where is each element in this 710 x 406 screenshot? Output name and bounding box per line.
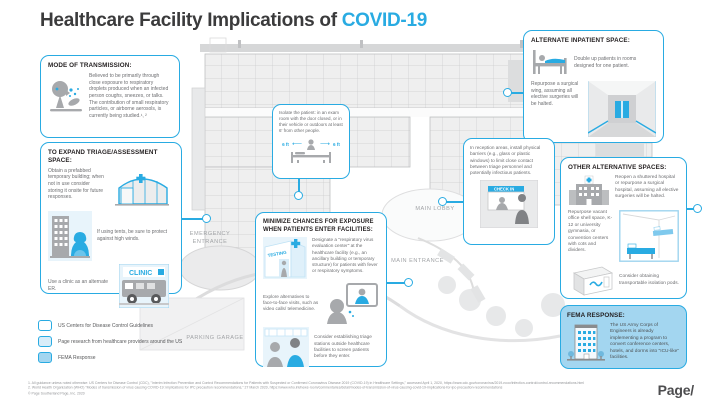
minimize-title: MINIMIZE CHANCES FOR EXPOSURE WHEN PATIENTS ENTER FACILITIES: xyxy=(263,219,374,233)
legend-label-page: Page research from healthcare providers around the US xyxy=(58,338,183,345)
page-logo: Page/ xyxy=(657,382,694,398)
callout-alternate-inpatient xyxy=(523,30,664,143)
label-main-lobby: MAIN LOBBY xyxy=(415,206,455,212)
isolate-body: Isolate the patient: in an exam room with the door closed, or in their vehicle or outdoors at least 6' from other people. xyxy=(279,110,343,134)
other-title: OTHER ALTERNATIVE SPACES: xyxy=(568,164,667,171)
triage-item3: Use a clinic as an alternate ER. xyxy=(48,279,109,292)
cots-room-icon xyxy=(619,210,679,262)
other-item1: Reopen a shuttered hospital or repurpose a surgical hospital, assuming all elective surgeries will be halted. xyxy=(615,174,679,200)
triage-title: TO EXPAND TRIAGE/ASSESSMENT SPACE: xyxy=(48,149,158,164)
connector-dot-isolate xyxy=(294,191,303,200)
triage-item1: Obtain a prefabbed temporary building; when not in use consider storing it onsite for future responses. xyxy=(48,167,104,201)
testing-center-icon xyxy=(263,237,307,279)
minimize-item3: Consider establishing triage stations outside healthcare facilities to screen patients before they enter. xyxy=(314,334,372,359)
cdc-swatch-icon xyxy=(38,320,52,331)
connector-dot-main-lobby xyxy=(438,197,447,206)
fema-body: The US Army Corps of Engineers is already implementing a program to convert conference centers, hotels, and dorms into "ICU-like" facilities. xyxy=(610,322,679,360)
legend-label-cdc: US Centers for Disease Control Guidelines xyxy=(58,322,154,329)
fema-title: FEMA RESPONSE: xyxy=(567,312,625,319)
surgical-corridor-icon xyxy=(588,81,656,137)
title-highlight: COVID-19 xyxy=(341,10,427,31)
legend-item-page xyxy=(38,336,182,347)
connector-dot-other xyxy=(693,204,702,213)
triage-station-icon xyxy=(263,327,309,367)
legend-item-fema xyxy=(38,352,182,363)
telemedicine-icon xyxy=(325,282,379,324)
legend-label-fema: FEMA Response xyxy=(58,354,96,361)
connector-dot-triage xyxy=(202,214,211,223)
inpatient-item1: Double up patients in rooms designed for one patient. xyxy=(574,56,637,69)
callout-expand-triage-space xyxy=(40,142,182,294)
triage-item2: If using tents, be sure to protect against high winds. xyxy=(97,229,168,242)
label-main-entrance: MAIN ENTRANCE xyxy=(391,258,444,264)
page-title xyxy=(40,10,427,32)
isolation-pod-icon xyxy=(568,265,614,297)
connector-dot-main-entrance xyxy=(404,278,413,287)
legend xyxy=(38,320,182,368)
inpatient-title: ALTERNATE INPATIENT SPACE: xyxy=(531,37,630,44)
exam-bench-icon xyxy=(289,152,333,163)
connector-dot-inpatient xyxy=(503,88,512,97)
hospital-building-icon xyxy=(568,175,610,207)
footnote-1: 1. All guidance unless noted otherwise: US Centers for Disease Control (CDC), "Interim Infection Prevention and Control Recommendations for Patients with Suspected or Confirmed Coronavirus Disease 2019 (COVID-19) in Healthcare Settings," accessed April 1, 2020, https://www.cdc.gov/coronavirus/2019-ncov/infection-control/control-recommendations.html xyxy=(28,381,585,386)
callout-fema-response xyxy=(560,305,687,369)
connector-line-entrance xyxy=(386,282,405,284)
checkin-label: CHECK IN xyxy=(494,187,515,193)
left-distance-label: 6 ft xyxy=(282,142,289,148)
clinic-label: CLINIC xyxy=(129,269,153,277)
callout-isolate-patient xyxy=(272,104,350,179)
label-parking-garage: PARKING GARAGE xyxy=(186,335,244,341)
label-emergency-entrance: EMERGENCY ENTRANCE xyxy=(189,231,231,246)
legend-item-cdc xyxy=(38,320,182,331)
transmission-title: MODE OF TRANSMISSION: xyxy=(48,62,132,69)
checkin-window-icon xyxy=(480,180,538,228)
callout-other-alternative-spaces xyxy=(560,157,687,299)
distance-arrow-right-icon: ⟶ xyxy=(320,141,331,149)
reception-body: In reception areas, install physical barriers (e.g., glass or plastic windows) to limit close contact between triage personnel and potentially infectious patients. xyxy=(470,145,541,176)
transmission-body: Believed to be primarily through close exposure to respiratory droplets produced when an infected person coughs, sneezes, or talks. The contribution of small respiratory particles, or airborne aerosols, is currently being studied.¹, ² xyxy=(89,72,169,119)
fema-building-icon xyxy=(567,323,605,363)
inpatient-item2: Repurpose a surgical wing, assuming all elective surgeries will be halted. xyxy=(531,80,579,107)
title-text: Healthcare Facility Implications of xyxy=(40,10,342,31)
callout-reception-barriers xyxy=(463,138,555,245)
callout-mode-of-transmission xyxy=(40,55,180,138)
other-item3: Consider obtaining transportable isolation pods. xyxy=(619,274,679,286)
distance-arrow-left-icon: ⟵ xyxy=(291,141,302,149)
coughing-person-icon xyxy=(48,78,84,114)
other-item2: Repurpose vacant office shell space, K-12 or university gymnasia, or convention centers with cots and dividers. xyxy=(568,209,613,254)
footnotes xyxy=(28,381,654,396)
building-wind-icon xyxy=(48,211,92,261)
callout-minimize-exposure xyxy=(255,212,387,367)
seated-patient-icon xyxy=(305,139,317,150)
temporary-building-icon xyxy=(111,168,173,208)
footnote-2: 2. World Health Organization (WHO) "Modes of transmission of virus causing COVID-19: implications for IPC precaution recommendations," 27 March 2020, https://www.who.int/news-room/commentaries/detail/modes-of-transmission-of-virus-causing-covid-19-implications-for-ipc-precaution-recommendations xyxy=(28,386,503,390)
minimize-item1: Designate a "respiratory virus evaluation center" at the healthcare facility (e.g., an ancillary building or temporary structure) for patients with fever or respiratory symptoms. xyxy=(312,237,378,274)
testing-label: TESTING xyxy=(267,249,287,258)
copyright: © Page Southerland Page, Inc. 2020 xyxy=(28,392,85,396)
minimize-item2: Explore alternatives to face-to-face visits, such as video calls/ telemedicine. xyxy=(263,293,319,312)
connector-line-isolate xyxy=(298,177,300,192)
hospital-bed-icon xyxy=(531,48,569,78)
right-distance-label: 6 ft xyxy=(333,142,340,148)
connector-line-reception xyxy=(446,201,464,203)
fema-swatch-icon xyxy=(38,352,52,363)
clinic-bus-icon xyxy=(119,264,169,308)
page-swatch-icon xyxy=(38,336,52,347)
